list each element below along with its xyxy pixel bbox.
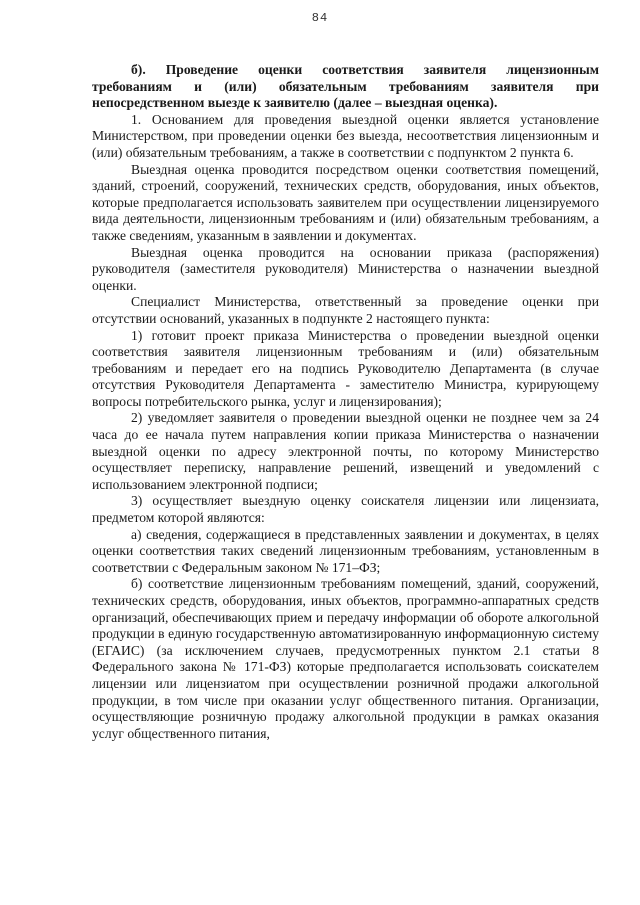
list-item-3b: б) соответствие лицензионным требованиям помещений, зданий, сооружений, технических средств, оборудования, иных объектов, программно-аппаратных средств организаций, обеспечивающих прием и передачу информации об обороте алкогольной продукции в единую государственную автоматизированную информационную систему (ЕГАИС) (за исключением случаев, предусмотренных пунктом 2.1 статьи 8 Федерального закона № 171-ФЗ) которые предполагается использовать соискателем лицензии или лицензиатом при осуществлении розничной продажи алкогольной продукции, в том числе при оказании услуг общественного питания. Организации, осуществляющие розничную продажу алкогольной продукции в рамках оказания услуг общественного питания, [92,576,599,741]
list-item-1: 1) готовит проект приказа Министерства о проведении выездной оценки соответствия заявителя лицензионным требованиям и (или) обязательным требованиям и передает его на подпись Руководителю Департамента (в случае отсутствия Руководителя Департамента - заместителю Министра, курирующему вопросы потребительского рынка, услуг и лицензирования); [92,327,599,409]
document-body [92,62,599,742]
paragraph-basis: 1. Основанием для проведения выездной оценки является установление Министерством, при проведении оценки без выезда, несоответствия лицензионным и (или) обязательным требованиям, а также в соответствии с подпунктом 2 пункта 6. [92,111,599,160]
page-number: 84 [311,11,329,25]
list-item-3a: а) сведения, содержащиеся в представленных заявлении и документах, в целях оценки соответствия таких сведений лицензионным требованиям, установленным в соответствии с Федеральным законом № 171–ФЗ; [92,526,599,575]
paragraph-order-basis: Выездная оценка проводится на основании приказа (распоряжения) руководителя (заместителя руководителя) Министерства о назначении выездной оценки. [92,244,599,293]
list-item-3: 3) осуществляет выездную оценку соискателя лицензии или лицензиата, предметом которой являются: [92,493,599,526]
section-heading: б). Проведение оценки соответствия заявителя лицензионным требованиям и (или) обязательным требованиям заявителя при непосредственном выезде к заявителю (далее – выездная оценка). [92,62,599,111]
paragraph-specialist: Специалист Министерства, ответственный за проведение оценки при отсутствии оснований, указанных в подпункте 2 настоящего пункта: [92,294,599,326]
paragraph-assessment-scope: Выездная оценка проводится посредством оценки соответствия помещений, зданий, строений, сооружений, технических средств, оборудования, иных объектов, которые предполагается использовать заявителем при осуществлении лицензируемого вида деятельности, лицензионным требованиям и (или) обязательным требованиям, а также сведениям, указанным в заявлении и документах. [92,161,599,243]
list-item-2: 2) уведомляет заявителя о проведении выездной оценки не позднее чем за 24 часа до ее начала путем направления копии приказа Министерства о назначении выездной оценки по адресу электронной почты, по которому Министерство осуществляет переписку, направление решений, извещений и уведомлений с использованием электронной подписи; [92,410,599,492]
